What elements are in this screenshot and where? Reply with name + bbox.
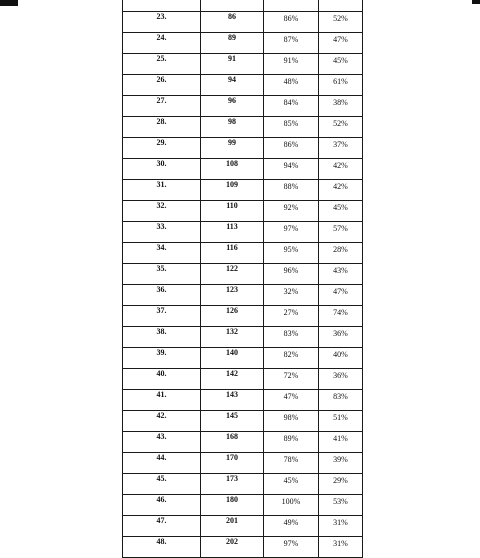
table-row	[123, 75, 363, 96]
table-row	[123, 201, 363, 222]
id-cell: 201	[201, 516, 264, 537]
row-number-cell: 24.	[123, 33, 201, 54]
percent-cell-2: 29%	[319, 474, 363, 495]
row-number-cell: 28.	[123, 117, 201, 138]
table-row	[123, 117, 363, 138]
row-number-cell: 32.	[123, 201, 201, 222]
percent-cell-2: 37%	[319, 138, 363, 159]
percent-cell-2: 45%	[319, 201, 363, 222]
percent-cell-2: 36%	[319, 369, 363, 390]
percent-cell-1: 83%	[264, 327, 319, 348]
id-cell: 180	[201, 495, 264, 516]
percent-cell-2: 28%	[319, 243, 363, 264]
row-number-cell: 26.	[123, 75, 201, 96]
percent-cell-2: 61%	[319, 75, 363, 96]
percent-cell-1	[264, 0, 319, 12]
table-row	[123, 159, 363, 180]
percent-cell-2: 52%	[319, 117, 363, 138]
table-row	[123, 138, 363, 159]
scan-edge-artifact	[0, 0, 18, 6]
id-cell: 202	[201, 537, 264, 558]
percent-cell-2: 83%	[319, 390, 363, 411]
table-row	[123, 222, 363, 243]
percent-cell-1: 100%	[264, 495, 319, 516]
id-cell: 143	[201, 390, 264, 411]
table-row	[123, 495, 363, 516]
percent-cell-2: 40%	[319, 348, 363, 369]
percent-cell-2: 43%	[319, 264, 363, 285]
id-cell: 123	[201, 285, 264, 306]
percent-cell-1: 48%	[264, 75, 319, 96]
table-row	[123, 180, 363, 201]
id-cell: 109	[201, 180, 264, 201]
table-row	[123, 54, 363, 75]
id-cell: 113	[201, 222, 264, 243]
percent-cell-1: 92%	[264, 201, 319, 222]
row-number-cell: 45.	[123, 474, 201, 495]
row-number-cell: 35.	[123, 264, 201, 285]
table-row	[123, 432, 363, 453]
row-number-cell: 46.	[123, 495, 201, 516]
row-number-cell: 29.	[123, 138, 201, 159]
percent-cell-1: 27%	[264, 306, 319, 327]
row-number-cell: 31.	[123, 180, 201, 201]
percent-cell-1: 32%	[264, 285, 319, 306]
table-row	[123, 516, 363, 537]
percent-cell-1: 95%	[264, 243, 319, 264]
percent-cell-1: 97%	[264, 222, 319, 243]
table-row	[123, 33, 363, 54]
row-number-cell: 27.	[123, 96, 201, 117]
table-row	[123, 327, 363, 348]
percent-cell-1: 86%	[264, 138, 319, 159]
id-cell: 110	[201, 201, 264, 222]
id-cell: 140	[201, 348, 264, 369]
percent-cell-2: 52%	[319, 12, 363, 33]
percent-cell-2: 31%	[319, 537, 363, 558]
id-cell: 168	[201, 432, 264, 453]
percent-cell-2: 47%	[319, 33, 363, 54]
table-row	[123, 348, 363, 369]
percent-cell-1: 98%	[264, 411, 319, 432]
percent-cell-1: 72%	[264, 369, 319, 390]
row-number-cell: 40.	[123, 369, 201, 390]
id-cell: 91	[201, 54, 264, 75]
id-cell: 99	[201, 138, 264, 159]
percent-cell-2: 42%	[319, 159, 363, 180]
percent-cell-2: 38%	[319, 96, 363, 117]
row-number-cell: 37.	[123, 306, 201, 327]
row-number-cell: 42.	[123, 411, 201, 432]
row-number-cell	[123, 0, 201, 12]
percent-cell-2: 57%	[319, 222, 363, 243]
table-row	[123, 306, 363, 327]
data-table	[122, 0, 363, 558]
percent-cell-1: 86%	[264, 12, 319, 33]
id-cell: 89	[201, 33, 264, 54]
percent-cell-2: 36%	[319, 327, 363, 348]
table-row	[123, 285, 363, 306]
id-cell: 98	[201, 117, 264, 138]
table-row	[123, 264, 363, 285]
percent-cell-1: 47%	[264, 390, 319, 411]
percent-cell-1: 45%	[264, 474, 319, 495]
percent-cell-1: 84%	[264, 96, 319, 117]
id-cell: 108	[201, 159, 264, 180]
percent-cell-2: 51%	[319, 411, 363, 432]
id-cell: 126	[201, 306, 264, 327]
id-cell: 145	[201, 411, 264, 432]
percent-cell-1: 78%	[264, 453, 319, 474]
percent-cell-2: 42%	[319, 180, 363, 201]
row-number-cell: 44.	[123, 453, 201, 474]
row-number-cell: 47.	[123, 516, 201, 537]
id-cell: 132	[201, 327, 264, 348]
table-row	[123, 12, 363, 33]
row-number-cell: 23.	[123, 12, 201, 33]
id-cell: 96	[201, 96, 264, 117]
id-cell: 86	[201, 12, 264, 33]
percent-cell-1: 91%	[264, 54, 319, 75]
row-number-cell: 33.	[123, 222, 201, 243]
row-number-cell: 41.	[123, 390, 201, 411]
row-number-cell: 43.	[123, 432, 201, 453]
id-cell: 170	[201, 453, 264, 474]
percent-cell-1: 88%	[264, 180, 319, 201]
percent-cell-1: 85%	[264, 117, 319, 138]
table-body	[123, 0, 363, 558]
id-cell: 173	[201, 474, 264, 495]
row-number-cell: 25.	[123, 54, 201, 75]
percent-cell-1: 49%	[264, 516, 319, 537]
percent-cell-1: 96%	[264, 264, 319, 285]
percent-cell-1: 97%	[264, 537, 319, 558]
table-row	[123, 390, 363, 411]
percent-cell-1: 87%	[264, 33, 319, 54]
percent-cell-1: 94%	[264, 159, 319, 180]
percent-cell-2: 39%	[319, 453, 363, 474]
percent-cell-2: 31%	[319, 516, 363, 537]
table-row-partial	[123, 0, 363, 12]
table-row	[123, 537, 363, 558]
table-row	[123, 411, 363, 432]
table-row	[123, 453, 363, 474]
percent-cell-2: 45%	[319, 54, 363, 75]
table-row	[123, 474, 363, 495]
percent-cell-2: 41%	[319, 432, 363, 453]
percent-cell-2	[319, 0, 363, 12]
row-number-cell: 30.	[123, 159, 201, 180]
id-cell: 142	[201, 369, 264, 390]
id-cell: 94	[201, 75, 264, 96]
table-row	[123, 96, 363, 117]
percent-cell-2: 74%	[319, 306, 363, 327]
id-cell	[201, 0, 264, 12]
percent-cell-1: 82%	[264, 348, 319, 369]
percent-cell-1: 89%	[264, 432, 319, 453]
id-cell: 116	[201, 243, 264, 264]
row-number-cell: 34.	[123, 243, 201, 264]
table-row	[123, 369, 363, 390]
scan-edge-artifact	[472, 0, 480, 4]
percent-cell-2: 53%	[319, 495, 363, 516]
percent-cell-2: 47%	[319, 285, 363, 306]
table-row	[123, 243, 363, 264]
row-number-cell: 38.	[123, 327, 201, 348]
row-number-cell: 48.	[123, 537, 201, 558]
row-number-cell: 36.	[123, 285, 201, 306]
id-cell: 122	[201, 264, 264, 285]
row-number-cell: 39.	[123, 348, 201, 369]
